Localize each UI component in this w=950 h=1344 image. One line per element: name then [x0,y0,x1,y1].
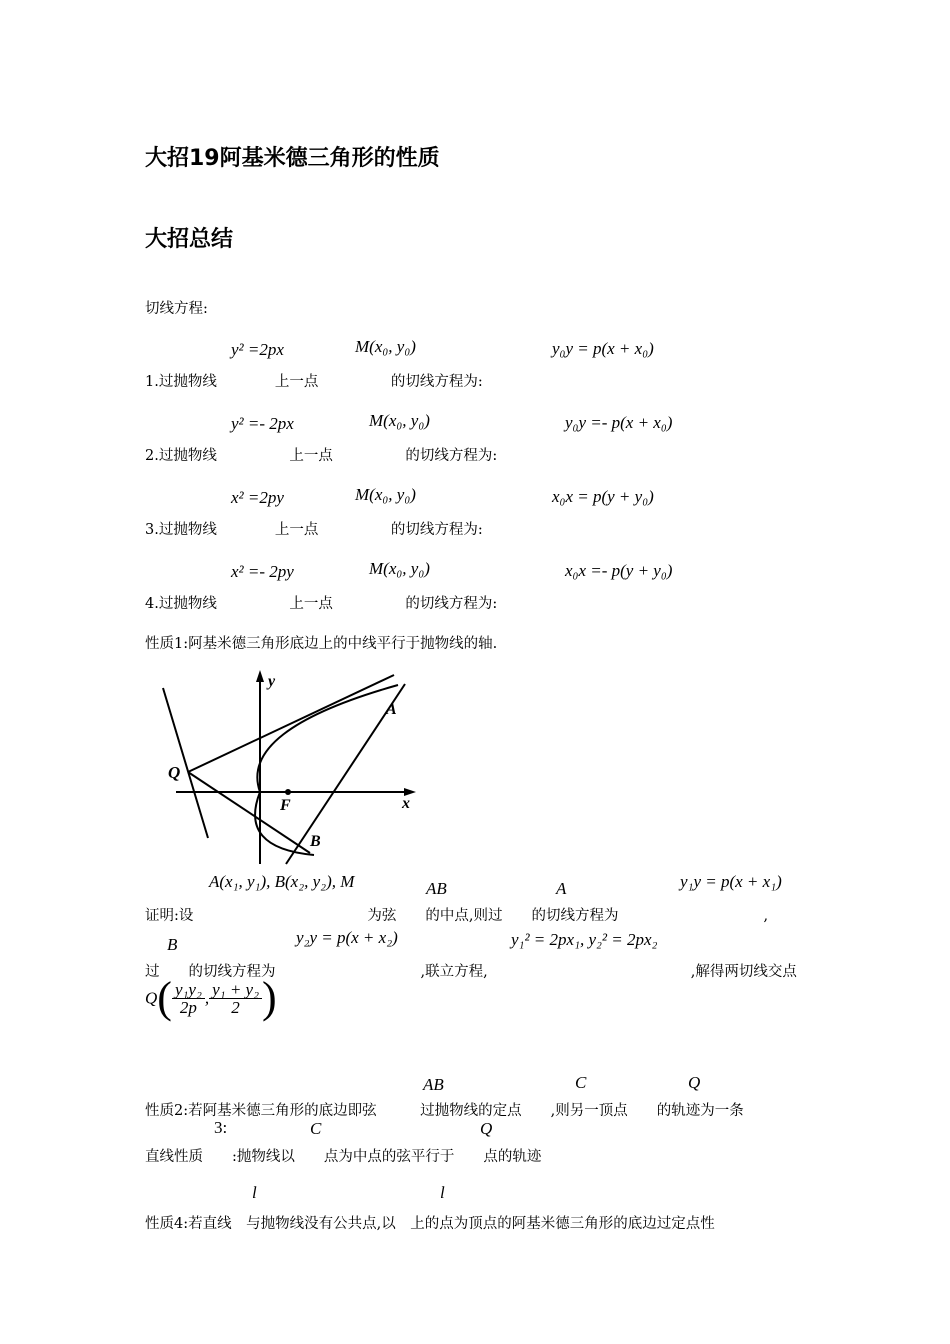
proof-points-math: A(x₁, y₁), B(x₂, y₂), M [209,872,355,891]
item2-parabola-eq: y² =- 2px [231,414,294,433]
focus-label: F [280,797,291,814]
y-axis-label: y [268,673,276,690]
prop2-ab-math: AB [423,1075,444,1094]
item2-tangent-eq: y₀y =- p(x + x₀) [565,413,673,432]
item3-text: 3.过抛物线 上一点 的切线方程为: [145,522,483,538]
item1-tangent-eq: y₀y = p(x + x₀) [552,339,654,358]
archimedes-triangle-figure [150,668,430,868]
point-A-label: A [386,701,397,718]
section-heading: 大招总结 [145,227,234,252]
tangent-QB [188,772,310,853]
q-coordinate-formula: Q( $\frac{\text{y₁y₂}}{2p}$ , $\frac{\text{y₁ + y₂}}{2}$ ) [145,973,277,1022]
prop2-c-math: C [575,1073,587,1092]
proof-b-math: B [167,935,178,954]
item3-parabola-eq: x² =2py [231,488,284,507]
page-title: 大招19阿基米德三角形的性质 [145,146,440,171]
point-B-label: B [310,833,321,850]
item4-point-eq: M(x₀, y₀) [369,559,430,578]
proof-line1-text: 证明:设 为弦 的中点,则过 的切线方程为 , [145,908,769,924]
prop4-l2-math: l [440,1183,445,1202]
x-axis-label: x [402,795,410,812]
prop3-number: 3: [214,1118,228,1137]
point-Q-label: Q [168,763,181,782]
item1-parabola-eq: y² =2px [231,340,284,359]
property4-text: 性质4:若直线 与抛物线没有公共点,以 上的点为顶点的阿基米德三角形的底边过定点性 [145,1216,715,1232]
item1-text: 1.过抛物线 上一点 的切线方程为: [145,374,483,390]
item4-parabola-eq: x² =- 2py [231,562,294,581]
parabola-curve [255,685,398,855]
proof-system-math: y₁² = 2px₁, y₂² = 2px₂ [511,930,658,949]
item4-text: 4.过抛物线 上一点 的切线方程为: [145,596,498,612]
proof-tangent1-math: y₁y = p(x + x₁) [680,872,782,891]
item2-point-eq: M(x₀, y₀) [369,411,430,430]
property3-line-text: 直线性质 :抛物线以 点为中点的弦平行于 点的轨迹 [145,1149,542,1165]
prop2-q-math: Q [688,1073,701,1092]
item2-text: 2.过抛物线 上一点 的切线方程为: [145,448,498,464]
proof-ab-math: AB [426,879,447,898]
prop3-q-math: Q [480,1119,493,1138]
q-x-fraction: $\frac{\text{y₁y₂}}{2p}$ [172,981,205,1016]
item3-tangent-eq: x₀x = p(y + y₀) [552,487,654,506]
proof-line2-text: 过 的切线方程为 ,联立方程, ,解得两切线交点 [145,964,797,980]
property2-line1-text: 性质2:若阿基米德三角形的底边即弦 过抛物线的定点 ,则另一顶点 的轨迹为一条 [145,1103,744,1119]
proof-a-math: A [556,879,567,898]
q-label: Q [145,988,158,1008]
item4-tangent-eq: x₀x =- p(y + y₀) [565,561,673,580]
prop4-l1-math: l [252,1183,257,1202]
property1-text: 性质1:阿基米德三角形底边上的中线平行于抛物线的轴. [145,636,498,652]
intro-text: 切线方程: [145,301,208,317]
proof-tangent2-math: y₂y = p(x + x₂) [296,928,398,947]
y-axis-arrow [256,670,264,682]
item3-point-eq: M(x₀, y₀) [355,485,416,504]
item1-point-eq: M(x₀, y₀) [355,337,416,356]
focus-point [285,789,291,795]
prop3-c-math: C [310,1119,322,1138]
tangent-QA [188,675,394,772]
q-y-fraction: $\frac{\text{y₁ + y₂}}{2}$ [209,981,262,1016]
